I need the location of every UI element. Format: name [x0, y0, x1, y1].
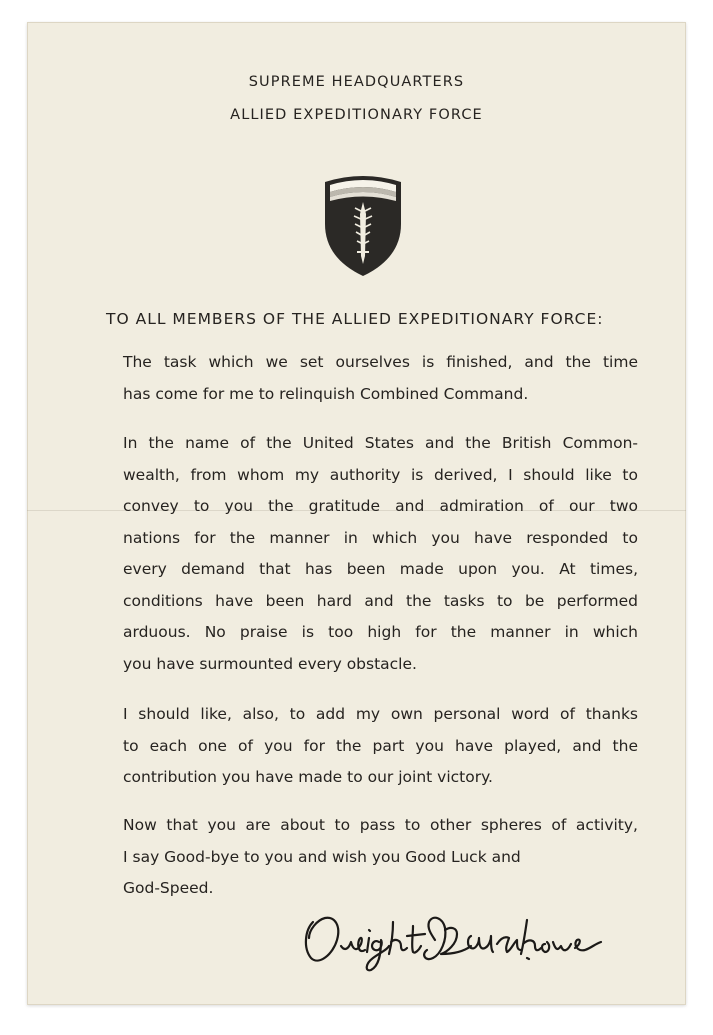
paragraph-line: to each one of you for the part you have played, and the [123, 736, 638, 755]
paragraph-line: I should like, also, to add my own personal word of thanks [123, 705, 638, 723]
paragraph-line: you have surmounted every obstacle. [123, 654, 417, 673]
paragraph-line: wealth, from whom my authority is derived, I should like to [123, 465, 638, 484]
letterhead-line-2: ALLIED EXPEDITIONARY FORCE [230, 107, 483, 123]
paragraph-3 [123, 699, 638, 794]
paragraph-line: The task which we set ourselves is finished, and the time [123, 353, 638, 371]
paragraph-line: nations for the manner in which you have responded to [123, 528, 638, 547]
letterhead-line-1: SUPREME HEADQUARTERS [248, 74, 465, 90]
handwritten-signature [295, 900, 607, 972]
paragraph-line: conditions have been hard and the tasks to be performed [123, 591, 638, 610]
paragraph-line: every demand that has been made upon you. At times, [123, 560, 638, 578]
salutation-heading: TO ALL MEMBERS OF THE ALLIED EXPEDITIONARY FORCE: [106, 310, 604, 328]
paragraph-line: I say Good-bye to you and wish you Good Luck and [123, 847, 521, 866]
paragraph-line: God-Speed. [123, 879, 214, 897]
paragraph-1 [123, 347, 638, 410]
paragraph-line: In the name of the United States and the British Common- [123, 434, 638, 452]
paragraph-line: has come for me to relinquish Combined Command. [123, 384, 529, 403]
paragraph-line: arduous. No praise is too high for the manner in which [123, 623, 638, 641]
paragraph-2 [123, 428, 638, 680]
letter-sheet [27, 22, 686, 1005]
paragraph-line: contribution you have made to our joint victory. [123, 768, 493, 786]
shaef-shield-icon [321, 168, 405, 278]
paragraph-line: Now that you are about to pass to other spheres of activity, [123, 816, 638, 834]
paragraph-4 [123, 810, 638, 905]
paragraph-line: convey to you the gratitude and admiration of our two [123, 497, 638, 515]
